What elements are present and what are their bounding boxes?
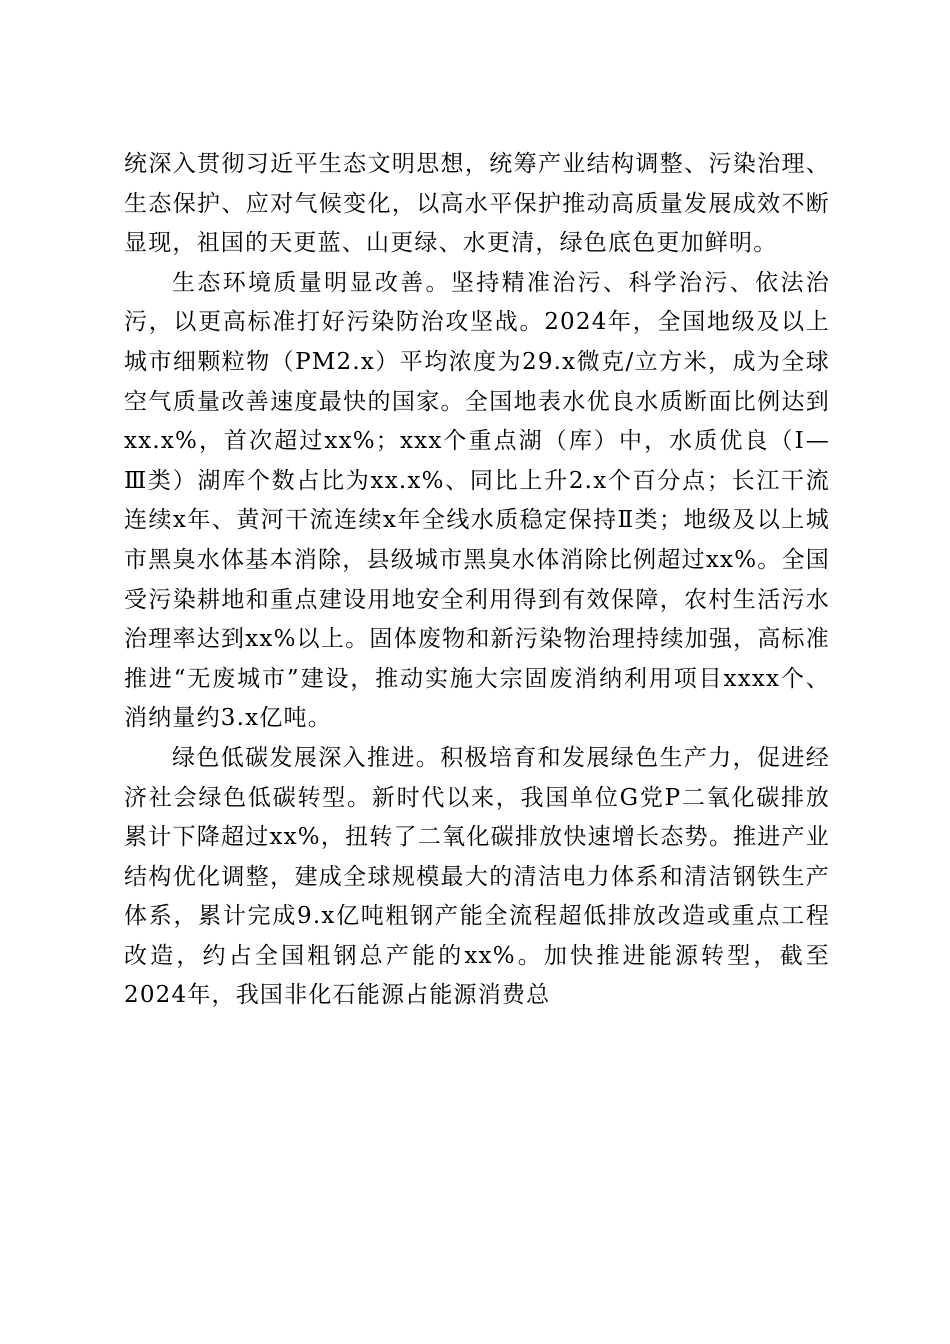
body-text	[124, 145, 830, 1016]
paragraph-continuation: 统深入贯彻习近平生态文明思想，统筹产业结构调整、污染治理、生态保护、应对气候变化，以高水平保护推动高质量发展成效不断显现，祖国的天更蓝、山更绿、水更清，绿色底色更加鲜明。	[124, 151, 830, 257]
paragraph-green-low-carbon: 绿色低碳发展深入推进。积极培育和发展绿色生产力，促进经济社会绿色低碳转型。新时代以来，我国单位G党P二氧化碳排放累计下降超过xx%，扭转了二氧化碳排放快速增长态势。推进产业结构优化调整，建成全球规模最大的清洁电力体系和清洁钢铁生产体系，累计完成9.x亿吨粗钢产能全流程超低排放改造或重点工程改造，约占全国粗钢总产能的xx%。加快推进能源转型，截至2024年，我国非化石能源占能源消费总	[124, 744, 830, 1009]
paragraph-ecological-quality: 生态环境质量明显改善。坚持精准治污、科学治污、依法治污，以更高标准打好污染防治攻坚战。2024年，全国地级及以上城市细颗粒物（PM2.x）平均浓度为29.x微克/立方米，成为全球空气质量改善速度最快的国家。全国地表水优良水质断面比例达到xx.x%，首次超过xx%；xxx个重点湖（库）中，水质优良（Ⅰ—Ⅲ类）湖库个数占比为xx.x%、同比上升2.x个百分点；长江干流连续x年、黄河干流连续x年全线水质稳定保持Ⅱ类；地级及以上城市黑臭水体基本消除，县级城市黑臭水体消除比例超过xx%。全国受污染耕地和重点建设用地安全利用得到有效保障，农村生活污水治理率达到xx%以上。固体废物和新污染物治理持续加强，高标准推进“无废城市”建设，推动实施大宗固废消纳利用项目xxxx个、消纳量约3.x亿吨。	[124, 269, 830, 732]
